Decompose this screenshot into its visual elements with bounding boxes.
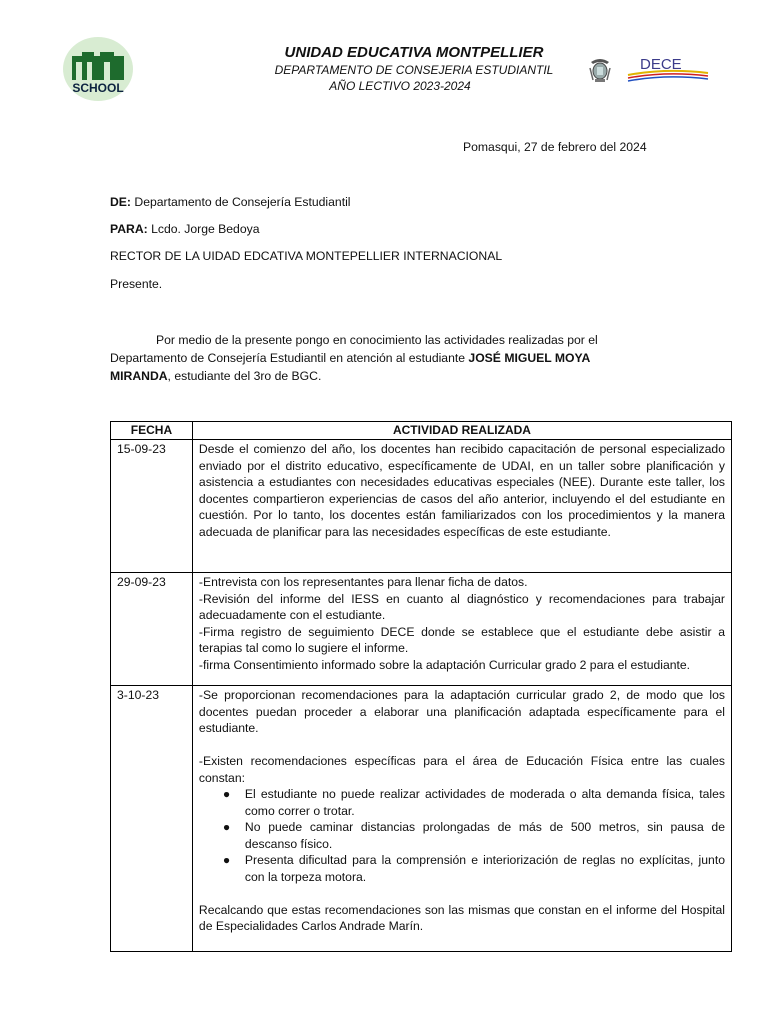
- from-label: DE:: [110, 195, 131, 209]
- list-item-text: El estudiante no puede realizar actividades de moderada o alta demanda física, tales como correr o trotar.: [244, 787, 725, 818]
- bullet-icon: ●: [222, 853, 231, 867]
- list-item: [199, 852, 725, 885]
- dece-logo-text: DECE: [640, 56, 682, 73]
- logo-text: SCHOOL: [72, 81, 124, 95]
- to-line: [110, 222, 259, 236]
- to-label: PARA:: [110, 222, 148, 236]
- from-value: Departamento de Consejería Estudiantil: [131, 195, 351, 209]
- to-value: Lcdo. Jorge Bedoya: [147, 222, 260, 236]
- document-header: [190, 44, 610, 94]
- student-name: JOSÉ MIGUEL MOYA MIRANDA: [110, 351, 590, 383]
- activity-line: -Firma registro de seguimiento DECE donde se establece que el estudiante debe asistir a terapias tal como lo sugiere el informe.: [198, 624, 725, 655]
- activity-paragraph: Recalcando que estas recomendaciones son las mismas que constan en el informe del Hospital de Especialidades Carlos Andrade Marín.: [198, 902, 725, 933]
- activity-line: -firma Consentimiento informado sobre la adaptación Curricular grado 2 para el estudiante.: [198, 657, 691, 672]
- bullet-icon: ●: [222, 787, 231, 801]
- table-row: [111, 440, 732, 573]
- dece-logo: [626, 52, 710, 84]
- from-line: [110, 195, 351, 209]
- table-header-row: [111, 422, 732, 440]
- intro-paragraph: [110, 331, 630, 385]
- row-activity: [192, 573, 731, 686]
- list-item: [199, 819, 725, 852]
- bullet-icon: ●: [222, 820, 231, 834]
- row-date: 15-09-23: [111, 440, 193, 573]
- recipient-title: RECTOR DE LA UIDAD EDCATIVA MONTEPELLIER INTERNACIONAL: [110, 249, 503, 263]
- place-date: Pomasqui, 27 de febrero del 2024: [463, 140, 647, 154]
- activity-text: Desde el comienzo del año, los docentes han recibido capacitación de personal especializado enviado por el distrito educativo, específicamente de UDAI, en un taller sobre planificación y asistencia a estudiantes con necesidades educativas especiales (NEE). Durante este taller, los docentes compartieron experiencias de casos del año anterior, incluyendo el del estudiante en cuestión. Por lo tanto, los docentes están familiarizados con los procedimientos y la manera adecuada de planificar para las necesidades específicas de este estudiante.: [198, 442, 725, 539]
- table-row: [111, 686, 732, 952]
- department-name: DEPARTAMENTO DE CONSEJERIA ESTUDIANTIL: [274, 63, 554, 77]
- row-date: 3-10-23: [111, 686, 193, 952]
- list-item-text: Presenta dificultad para la comprensión e interiorización de reglas no explícitas, junto con la torpeza motora.: [244, 853, 725, 884]
- recommendation-list: [199, 786, 725, 885]
- school-year: AÑO LECTIVO 2023-2024: [329, 79, 471, 93]
- list-item-text: No puede caminar distancias prolongadas de más de 500 metros, sin pausa de descanso físico.: [244, 820, 725, 851]
- school-logo: [62, 36, 134, 102]
- institution-name: UNIDAD EDUCATIVA MONTPELLIER: [284, 44, 544, 61]
- row-activity: [192, 440, 731, 573]
- activity-column-header: ACTIVIDAD REALIZADA: [192, 422, 731, 440]
- greeting: Presente.: [110, 277, 163, 291]
- row-activity: [192, 686, 731, 952]
- activity-paragraph: -Existen recomendaciones específicas para el área de Educación Física entre las cuales constan:: [198, 754, 725, 785]
- activity-line: -Revisión del informe del IESS en cuanto al diagnóstico y recomendaciones para trabajar adecuadamente con el estudiante.: [198, 591, 725, 622]
- intro-text-1: Por medio de la presente pongo en conocimiento las actividades realizadas por el Departamento de Consejería Estudiantil en atención al estudiante: [110, 333, 598, 365]
- national-seal-icon: [587, 56, 613, 84]
- activities-table: [110, 421, 732, 952]
- intro-text-2: , estudiante del 3ro de BGC.: [167, 369, 322, 383]
- table-row: [111, 573, 732, 686]
- activity-paragraph: -Se proporcionan recomendaciones para la adaptación curricular grado 2, de modo que los docentes puedan proceder a elaborar una planificación adaptada específicamente para el estudiante.: [198, 688, 725, 735]
- list-item: [199, 786, 725, 819]
- row-date: 29-09-23: [111, 573, 193, 686]
- date-column-header: FECHA: [111, 422, 193, 440]
- activity-line: -Entrevista con los representantes para llenar ficha de datos.: [198, 575, 528, 589]
